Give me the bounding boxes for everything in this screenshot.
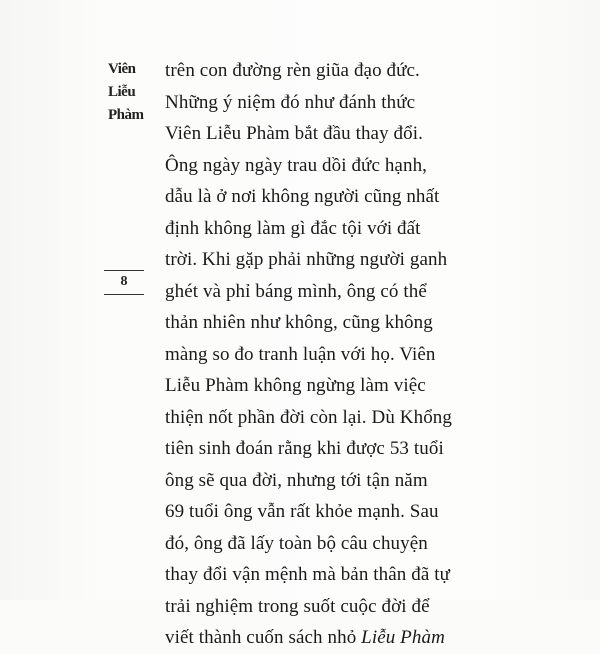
text-line: thiện nốt phần đời còn lại. Dù Khổng — [165, 406, 452, 428]
running-title-line: Phàm — [108, 107, 144, 123]
text-line: đó, ông đã lấy toàn bộ câu chuyện — [165, 532, 428, 554]
text-line: ghét và phỉ báng mình, ông có thể — [165, 280, 427, 302]
page-number: 8 — [120, 274, 128, 289]
text-line: trải nghiệm trong suốt cuộc đời để — [165, 595, 430, 617]
running-title — [108, 58, 156, 127]
text-line: Những ý niệm đó như đánh thức — [165, 91, 416, 113]
text-line: thay đổi vận mệnh mà bản thân đã tự — [165, 564, 451, 585]
text-line: Ông ngày ngày trau dồi đức hạnh, — [165, 154, 428, 176]
book-title-italic: Liễu Phàm — [361, 627, 445, 648]
running-title-line: Viên — [108, 61, 136, 77]
text-line: 69 tuổi ông vẫn rất khỏe mạnh. Sau — [165, 501, 439, 522]
text-line: ông sẽ qua đời, nhưng tới tận năm — [165, 469, 428, 491]
text-line: trên con đường rèn giũa đạo đức. — [165, 60, 420, 81]
page-number-block — [104, 270, 148, 295]
text-line-last — [165, 622, 465, 654]
text-line: Viên Liễu Phàm bắt đầu thay đổi. — [165, 123, 423, 144]
text-line: dẫu là ở nơi không người cũng nhất — [165, 186, 440, 207]
page-number-rule-bottom — [104, 294, 144, 295]
text-line: trời. Khi gặp phải những người ganh — [165, 249, 448, 270]
text-line: tiên sinh đoán rằng khi được 53 tuổi — [165, 438, 444, 459]
text-line-last-prefix: viết thành cuốn sách nhỏ — [165, 627, 362, 648]
text-line: màng so đo tranh luận với họ. Viên — [165, 343, 436, 365]
body-paragraph — [165, 55, 465, 654]
text-line: thản nhiên như không, cũng không — [165, 312, 433, 333]
running-title-line: Liễu — [108, 84, 136, 100]
text-line: Liễu Phàm không ngừng làm việc — [165, 375, 426, 396]
text-line: định không làm gì đắc tội với đất — [165, 217, 421, 239]
